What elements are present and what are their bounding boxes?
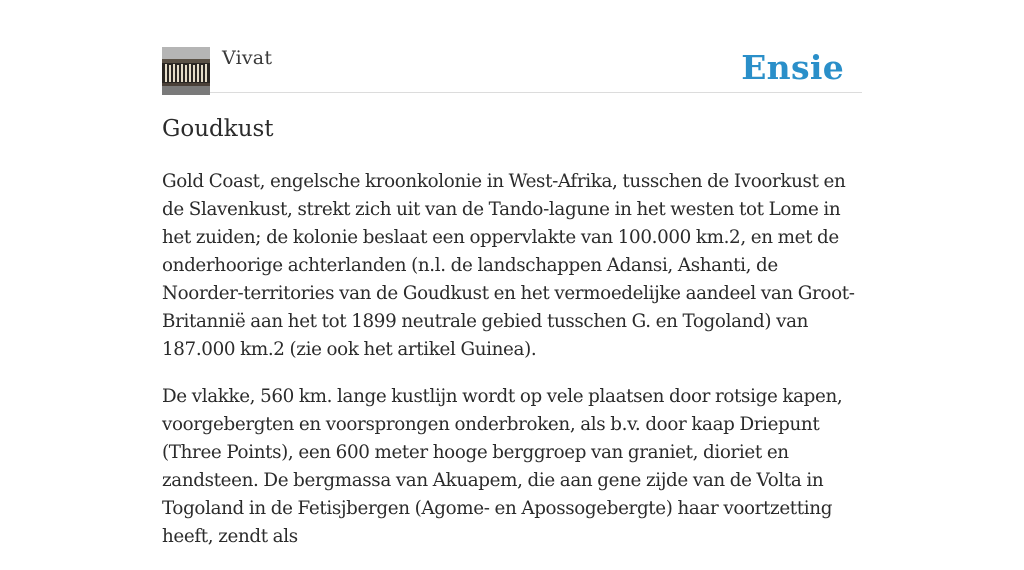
page-title: Goudkust <box>162 116 274 142</box>
avatar-image <box>162 47 210 95</box>
paragraph: De vlakke, 560 km. lange kustlijn wordt op vele plaatsen door rotsige kapen, voorgebergten en voorsprongen onderbroken, als b.v. door kaap Driepunt (Three Points), een 600 meter hooge berggroep van graniet, dioriet en zandsteen. De bergmassa van Akuapem, die aan gene zijde van de Volta in Togoland in de Fetisjbergen (Agome- en Apossogebergte) haar voortzetting heeft, zendt als <box>162 386 843 547</box>
header <box>162 46 862 93</box>
site-logo[interactable]: Ensie <box>741 48 844 87</box>
bookshelf-avatar-icon[interactable] <box>162 47 210 95</box>
article-body <box>162 168 862 570</box>
paragraph: Gold Coast, engelsche kroonkolonie in West-Afrika, tusschen de Ivoorkust en de Slavenkust, strekt zich uit van de Tando-lagune in het westen tot Lome in het zuiden; de kolonie beslaat een oppervlakte van 100.000 km.2, en met de onderhoorige achterlanden (n.l. de landschappen Adansi, Ashanti, de Noorder-territories van de Goudkust en het vermoedelijke aandeel van Groot-Britannië aan het tot 1899 neutrale gebied tusschen G. en Togoland) van 187.000 km.2 (zie ook het artikel Guinea). <box>162 171 855 360</box>
author-name[interactable]: Vivat <box>222 47 273 69</box>
